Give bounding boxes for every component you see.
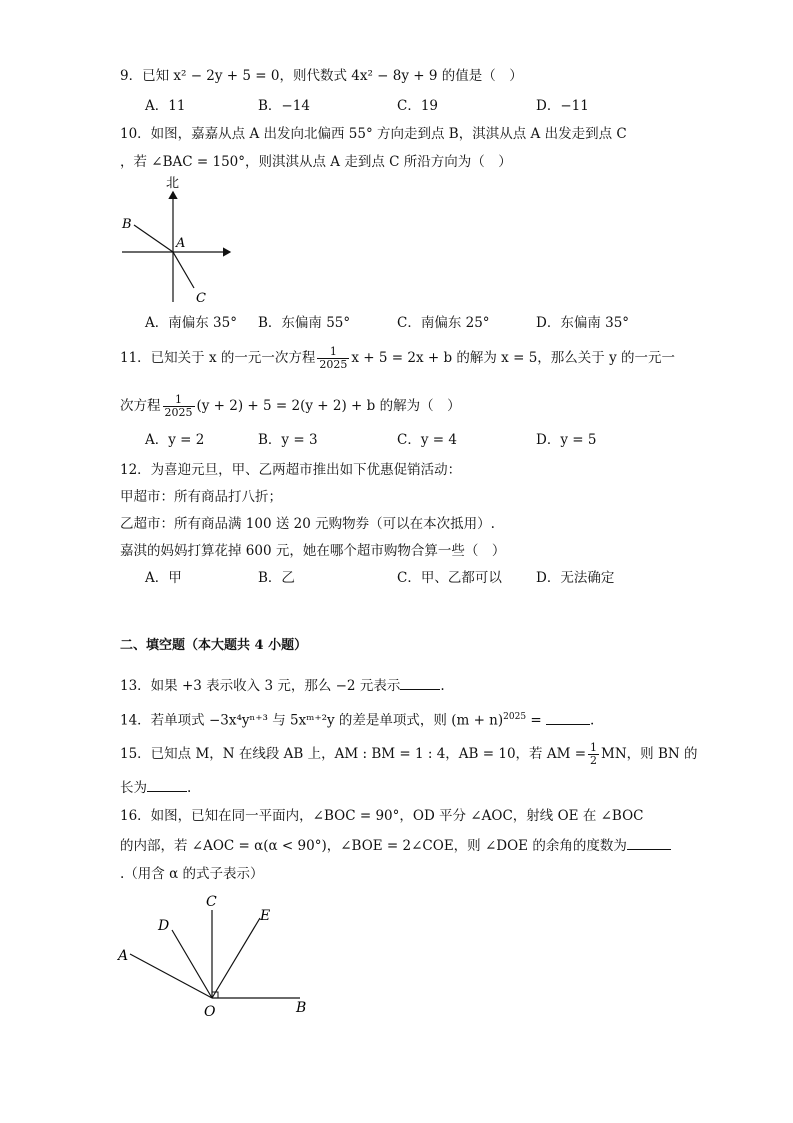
q12-stem: 12．为喜迎元旦，甲、乙两超市推出如下优惠促销活动： [120,462,462,478]
q11-line2-post: (y + 2) + 5 = 2(y + 2) + b 的解为（ ） [196,398,461,414]
q16-answer-blank [627,849,671,850]
q11-option-a: A．y = 2 [145,432,205,448]
label-o: O [204,1004,216,1020]
q11-fraction-2: $\frac{1}{2025}$ [164,393,193,419]
section-title: 二、填空题（本大题共 4 小题） [120,638,308,653]
q10-stem-line1: 10．如图，嘉嘉从点 A 出发向北偏西 55° 方向走到点 B，淇淇从点 A 出发走到点 C [120,126,627,142]
label-a: A [118,948,129,964]
q9-option-c: C．19 [397,98,439,114]
q10-option-c: C．南偏东 25° [397,315,490,331]
q16-line3: .（用含 α 的式子表示） [120,866,264,882]
q11-line2-pre: 次方程 [120,398,161,414]
q9-option-a: A．11 [145,98,186,114]
q14-stem: 14．若单项式 −3x⁴yⁿ⁺³ 与 5xᵐ⁺²y 的差是单项式，则 $(m + n)^{2025}$ = . [120,712,595,729]
q10-figure [118,172,238,312]
q12-line-b: 乙超市：所有商品满 100 送 20 元购物券（可以在本次抵用）. [120,516,495,532]
ray-ac [173,252,194,288]
q11-fraction-1: $\frac{1}{2025}$ [319,345,348,371]
q9-stem: 9．已知 x² − 2y + 5 = 0，则代数式 4x² − 8y + 9 的值是（ ） [120,68,523,84]
label-b: B [296,1000,307,1016]
q12-option-a: A．甲 [145,570,182,586]
label-c: C [196,291,206,306]
q12-option-b: B．乙 [258,570,295,586]
q12-line-a: 甲超市：所有商品打八折； [120,489,282,505]
label-north: 北 [166,176,180,191]
label-d: D [158,918,170,934]
q14-answer-blank [546,724,590,725]
q11-stem-line2 [120,394,461,419]
q10-option-b: B．东偏南 55° [258,315,351,331]
q16-line2: 的内部，若 ∠AOC = α(α < 90°)，∠BOE = 2∠COE，则 ∠DOE 的余角的度数为 [120,836,671,856]
q15-stem-line2: 长为 . [120,780,192,796]
q11-stem-line1 [120,346,675,371]
q12-option-d: D．无法确定 [536,570,615,586]
q13-answer-blank [400,689,440,690]
q15-fraction: $\frac{1}{2}$ [590,741,598,767]
label-a: A [176,236,186,251]
q12-option-c: C．甲、乙都可以 [397,570,502,586]
q16-figure [112,888,322,1023]
q11-option-c: C．y = 4 [397,432,457,448]
q13-stem: 13．如果 +3 表示收入 3 元，那么 −2 元表示 . [120,678,445,694]
q10-option-a: A．南偏东 35° [145,315,237,331]
q10-stem-line2: ，若 ∠BAC = 150°，则淇淇从点 A 走到点 C 所沿方向为（ ） [120,154,512,170]
q11-option-b: B．y = 3 [258,432,318,448]
q15-stem-line1: 15．已知点 M，N 在线段 AB 上，AM : BM = 1 : 4，AB = 10，若 AM = $\frac{1}{2}$ MN，则 BN 的 [120,741,698,767]
q9-option-b: B．−14 [258,98,310,114]
q16-line1: 16．如图，已知在同一平面内，∠BOC = 90°，OD 平分 ∠AOC，射线 OE 在 ∠BOC [120,808,644,824]
q12-line-c: 嘉淇的妈妈打算花掉 600 元，她在哪个超市购物合算一些（ ） [120,543,506,559]
q10-option-d: D．东偏南 35° [536,315,630,331]
label-b: B [122,217,132,232]
q11-option-d: D．y = 5 [536,432,597,448]
ray-ab [134,225,173,252]
q15-answer-blank [147,791,187,792]
label-e: E [260,908,271,924]
q11-text-post: x + 5 = 2x + b 的解为 x = 5，那么关于 y 的一元一 [351,350,675,366]
label-c: C [206,894,217,910]
q11-text-pre: 11．已知关于 x 的一元一次方程 [120,350,316,366]
q9-option-d: D．−11 [536,98,589,114]
ray-oe [212,918,260,998]
